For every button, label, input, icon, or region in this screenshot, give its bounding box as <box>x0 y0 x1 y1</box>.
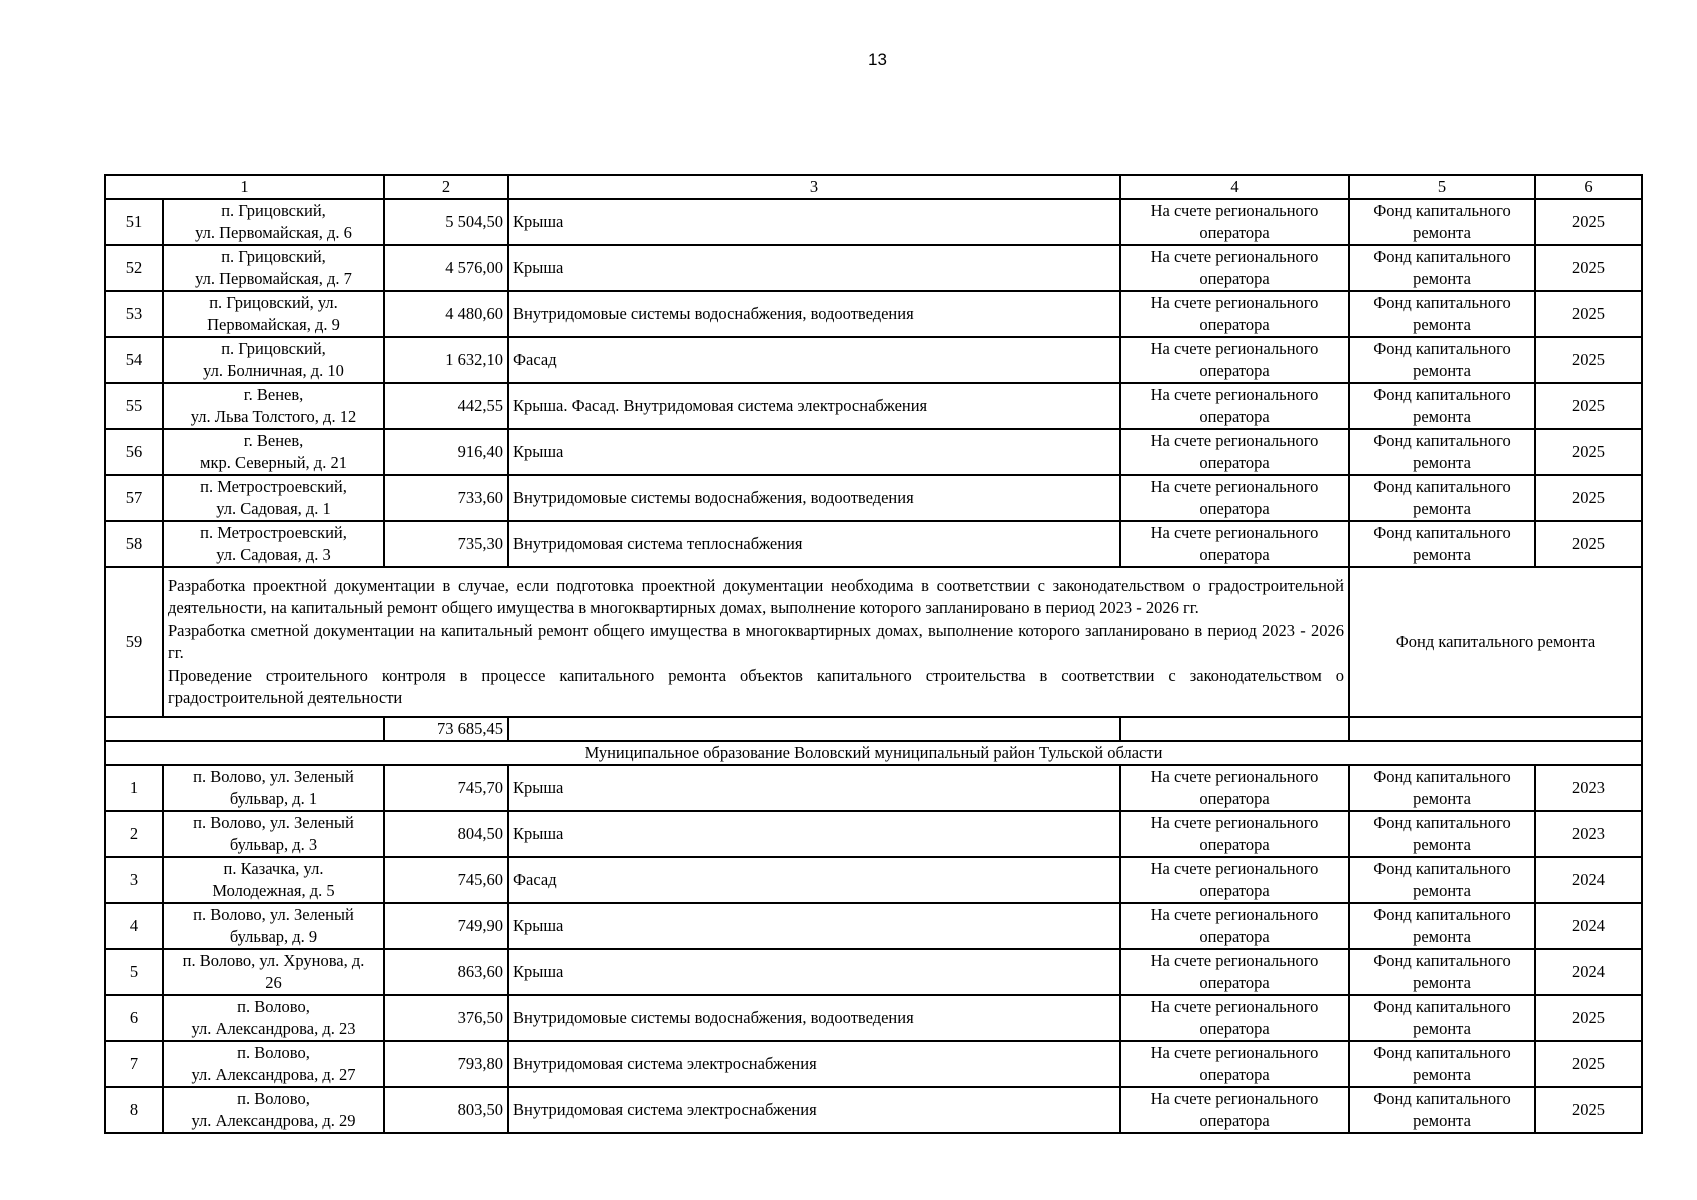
source-cell <box>1349 995 1535 1041</box>
account-cell-line: оператора <box>1199 453 1270 472</box>
address-cell <box>163 765 384 811</box>
source-cell-line: Фонд капитального <box>1373 477 1511 496</box>
address-cell <box>163 291 384 337</box>
row-number: 1 <box>105 765 163 811</box>
address-cell-line: п. Волово, ул. Зеленый <box>193 813 354 832</box>
table-row <box>105 811 1642 857</box>
account-cell-line: оператора <box>1199 223 1270 242</box>
table-row <box>105 1041 1642 1087</box>
account-cell-line: оператора <box>1199 545 1270 564</box>
area-cell: 745,60 <box>384 857 508 903</box>
table-row <box>105 291 1642 337</box>
year-cell: 2024 <box>1535 903 1642 949</box>
source-cell-line: ремонта <box>1413 1065 1471 1084</box>
source-cell <box>1349 521 1535 567</box>
source-cell-line: Фонд капитального <box>1373 385 1511 404</box>
area-cell: 735,30 <box>384 521 508 567</box>
address-cell-line: п. Метростроевский, <box>200 477 347 496</box>
address-cell-line: ул. Садовая, д. 1 <box>216 499 331 518</box>
source-cell-line: ремонта <box>1413 223 1471 242</box>
row-number: 5 <box>105 949 163 995</box>
row-number: 55 <box>105 383 163 429</box>
account-cell-line: оператора <box>1199 315 1270 334</box>
empty-cell <box>105 717 384 741</box>
area-cell: 376,50 <box>384 995 508 1041</box>
account-cell-line: На счете регионального <box>1150 859 1319 878</box>
address-cell-line: п. Волово, <box>237 1089 310 1108</box>
address-cell-line: п. Казачка, ул. <box>223 859 324 878</box>
year-cell: 2025 <box>1535 199 1642 245</box>
source-cell-line: Фонд капитального <box>1373 431 1511 450</box>
works-cell: Внутридомовая система электроснабжения <box>508 1041 1120 1087</box>
table-row-design-works <box>105 567 1642 717</box>
area-cell: 4 576,00 <box>384 245 508 291</box>
address-cell <box>163 903 384 949</box>
source-cell-line: ремонта <box>1413 881 1471 900</box>
source-cell-line: Фонд капитального <box>1373 293 1511 312</box>
row-number: 58 <box>105 521 163 567</box>
description-paragraph: Разработка проектной документации в случае, если подготовка проектной документации необходима в соответствии с законодательством о градостроительной деятельности, на капитальный ремонт общего имущества в многоквартирных домах, выполнение которого запланировано в период 2023 - 2026 гг. <box>168 575 1344 617</box>
table-row <box>105 521 1642 567</box>
total-row <box>105 717 1642 741</box>
source-cell-line: ремонта <box>1413 545 1471 564</box>
table-row <box>105 765 1642 811</box>
account-cell-line: На счете регионального <box>1150 1089 1319 1108</box>
source-cell-line: Фонд капитального <box>1373 1089 1511 1108</box>
address-cell <box>163 521 384 567</box>
empty-cell <box>1120 717 1349 741</box>
capital-repair-table <box>104 174 1643 1134</box>
header-cell: 3 <box>508 175 1120 199</box>
address-cell-line: г. Венев, <box>243 385 304 404</box>
source-cell-line: ремонта <box>1413 973 1471 992</box>
table-row <box>105 1087 1642 1133</box>
source-cell-line: ремонта <box>1413 1111 1471 1130</box>
header-cell: 4 <box>1120 175 1349 199</box>
row-number: 56 <box>105 429 163 475</box>
source-cell-line: ремонта <box>1413 789 1471 808</box>
source-cell-line: ремонта <box>1413 453 1471 472</box>
area-cell: 804,50 <box>384 811 508 857</box>
source-cell-line: Фонд капитального <box>1373 951 1511 970</box>
table-row <box>105 429 1642 475</box>
address-cell-line: п. Грицовский, <box>221 201 326 220</box>
account-cell <box>1120 811 1349 857</box>
address-cell-line: п. Метростроевский, <box>200 523 347 542</box>
source-cell-line: Фонд капитального <box>1373 767 1511 786</box>
address-cell-line: ул. Льва Толстого, д. 12 <box>190 407 357 426</box>
works-cell: Фасад <box>508 337 1120 383</box>
address-cell-line: г. Венев, <box>243 431 304 450</box>
address-cell-line: ул. Первомайская, д. 7 <box>195 269 352 288</box>
works-cell: Внутридомовые системы водоснабжения, водоотведения <box>508 995 1120 1041</box>
works-cell: Внутридомовые системы водоснабжения, водоотведения <box>508 291 1120 337</box>
table-row <box>105 903 1642 949</box>
address-cell-line: п. Грицовский, ул. <box>209 293 338 312</box>
account-cell-line: оператора <box>1199 499 1270 518</box>
area-cell: 863,60 <box>384 949 508 995</box>
address-cell-line: п. Волово, ул. Зеленый <box>193 905 354 924</box>
source-cell-line: ремонта <box>1413 1019 1471 1038</box>
works-cell: Внутридомовая система теплоснабжения <box>508 521 1120 567</box>
header-row <box>105 175 1642 199</box>
row-number: 59 <box>105 567 163 717</box>
account-cell <box>1120 1041 1349 1087</box>
works-cell: Крыша <box>508 765 1120 811</box>
account-cell <box>1120 291 1349 337</box>
account-cell-line: оператора <box>1199 1065 1270 1084</box>
address-cell-line: мкр. Северный, д. 21 <box>200 453 347 472</box>
address-cell <box>163 429 384 475</box>
source-cell-line: ремонта <box>1413 927 1471 946</box>
row-number: 53 <box>105 291 163 337</box>
account-cell-line: На счете регионального <box>1150 431 1319 450</box>
address-cell <box>163 475 384 521</box>
total-area: 73 685,45 <box>384 717 508 741</box>
address-cell <box>163 383 384 429</box>
account-cell-line: На счете регионального <box>1150 813 1319 832</box>
account-cell <box>1120 429 1349 475</box>
row-number: 2 <box>105 811 163 857</box>
source-cell-line: Фонд капитального <box>1373 859 1511 878</box>
address-cell-line: бульвар, д. 3 <box>229 835 318 854</box>
source-cell <box>1349 245 1535 291</box>
year-cell: 2025 <box>1535 995 1642 1041</box>
account-cell-line: оператора <box>1199 789 1270 808</box>
source-cell <box>1349 337 1535 383</box>
area-cell: 1 632,10 <box>384 337 508 383</box>
source-cell-line: Фонд капитального <box>1373 997 1511 1016</box>
year-cell: 2025 <box>1535 521 1642 567</box>
address-cell-line: ул. Садовая, д. 3 <box>216 545 331 564</box>
account-cell-line: На счете регионального <box>1150 997 1319 1016</box>
source-cell: Фонд капитального ремонта <box>1349 567 1642 717</box>
works-cell: Внутридомовые системы водоснабжения, водоотведения <box>508 475 1120 521</box>
account-cell-line: оператора <box>1199 881 1270 900</box>
account-cell <box>1120 383 1349 429</box>
source-cell-line: ремонта <box>1413 835 1471 854</box>
area-cell: 916,40 <box>384 429 508 475</box>
row-number: 8 <box>105 1087 163 1133</box>
year-cell: 2024 <box>1535 857 1642 903</box>
row-number: 6 <box>105 995 163 1041</box>
works-cell: Крыша <box>508 199 1120 245</box>
row-number: 52 <box>105 245 163 291</box>
row-number: 3 <box>105 857 163 903</box>
address-cell-line: бульвар, д. 9 <box>229 927 318 946</box>
source-cell-line: ремонта <box>1413 361 1471 380</box>
source-cell-line: Фонд капитального <box>1373 905 1511 924</box>
empty-cell <box>1349 717 1642 741</box>
row-number: 51 <box>105 199 163 245</box>
account-cell-line: На счете регионального <box>1150 201 1319 220</box>
row-number: 54 <box>105 337 163 383</box>
works-cell: Крыша. Фасад. Внутридомовая система электроснабжения <box>508 383 1120 429</box>
address-cell-line: Молодежная, д. 5 <box>212 881 335 900</box>
account-cell <box>1120 949 1349 995</box>
table-row <box>105 949 1642 995</box>
works-cell: Крыша <box>508 429 1120 475</box>
year-cell: 2025 <box>1535 291 1642 337</box>
address-cell-line: Первомайская, д. 9 <box>207 315 340 334</box>
row-number: 4 <box>105 903 163 949</box>
works-cell: Крыша <box>508 903 1120 949</box>
year-cell: 2025 <box>1535 337 1642 383</box>
address-cell <box>163 1041 384 1087</box>
source-cell-line: ремонта <box>1413 499 1471 518</box>
source-cell-line: ремонта <box>1413 269 1471 288</box>
source-cell <box>1349 903 1535 949</box>
area-cell: 442,55 <box>384 383 508 429</box>
source-cell <box>1349 857 1535 903</box>
source-cell-line: Фонд капитального <box>1373 201 1511 220</box>
account-cell <box>1120 475 1349 521</box>
area-cell: 5 504,50 <box>384 199 508 245</box>
source-cell <box>1349 765 1535 811</box>
table-row <box>105 995 1642 1041</box>
area-cell: 4 480,60 <box>384 291 508 337</box>
account-cell-line: На счете регионального <box>1150 951 1319 970</box>
account-cell-line: оператора <box>1199 361 1270 380</box>
address-cell-line: ул. Александрова, д. 23 <box>191 1019 356 1038</box>
year-cell: 2025 <box>1535 1041 1642 1087</box>
account-cell-line: На счете регионального <box>1150 293 1319 312</box>
header-cell: 5 <box>1349 175 1535 199</box>
design-works-description <box>163 567 1349 717</box>
address-cell-line: п. Волово, ул. Зеленый <box>193 767 354 786</box>
row-number: 7 <box>105 1041 163 1087</box>
address-cell-line: п. Грицовский, <box>221 339 326 358</box>
area-cell: 803,50 <box>384 1087 508 1133</box>
account-cell <box>1120 765 1349 811</box>
table-row <box>105 475 1642 521</box>
header-cell: 2 <box>384 175 508 199</box>
source-cell-line: ремонта <box>1413 407 1471 426</box>
account-cell-line: оператора <box>1199 269 1270 288</box>
source-cell-line: Фонд капитального <box>1373 339 1511 358</box>
account-cell <box>1120 857 1349 903</box>
address-cell-line: ул. Александрова, д. 29 <box>191 1111 356 1130</box>
account-cell-line: На счете регионального <box>1150 523 1319 542</box>
year-cell: 2023 <box>1535 811 1642 857</box>
area-cell: 793,80 <box>384 1041 508 1087</box>
address-cell <box>163 811 384 857</box>
address-cell <box>163 245 384 291</box>
account-cell-line: На счете регионального <box>1150 385 1319 404</box>
account-cell <box>1120 1087 1349 1133</box>
area-cell: 749,90 <box>384 903 508 949</box>
table-row <box>105 337 1642 383</box>
area-cell: 745,70 <box>384 765 508 811</box>
source-cell <box>1349 199 1535 245</box>
section-title: Муниципальное образование Воловский муниципальный район Тульской области <box>105 741 1642 765</box>
year-cell: 2025 <box>1535 429 1642 475</box>
account-cell-line: На счете регионального <box>1150 1043 1319 1062</box>
empty-cell <box>508 717 1120 741</box>
year-cell: 2023 <box>1535 765 1642 811</box>
account-cell-line: оператора <box>1199 407 1270 426</box>
source-cell-line: ремонта <box>1413 315 1471 334</box>
account-cell-line: На счете регионального <box>1150 339 1319 358</box>
source-cell <box>1349 1087 1535 1133</box>
works-cell: Крыша <box>508 811 1120 857</box>
address-cell <box>163 199 384 245</box>
source-cell-line: Фонд капитального <box>1373 813 1511 832</box>
source-cell <box>1349 475 1535 521</box>
address-cell-line: ул. Александрова, д. 27 <box>191 1065 356 1084</box>
account-cell <box>1120 199 1349 245</box>
address-cell-line: ул. Болничная, д. 10 <box>203 361 344 380</box>
address-cell-line: 26 <box>265 973 282 992</box>
account-cell <box>1120 245 1349 291</box>
table-row <box>105 857 1642 903</box>
year-cell: 2025 <box>1535 1087 1642 1133</box>
address-cell-line: бульвар, д. 1 <box>229 789 318 808</box>
account-cell-line: На счете регионального <box>1150 767 1319 786</box>
table-row <box>105 383 1642 429</box>
year-cell: 2025 <box>1535 475 1642 521</box>
year-cell: 2024 <box>1535 949 1642 995</box>
source-cell <box>1349 383 1535 429</box>
account-cell-line: На счете регионального <box>1150 905 1319 924</box>
table-row <box>105 199 1642 245</box>
account-cell-line: оператора <box>1199 973 1270 992</box>
address-cell-line: ул. Первомайская, д. 6 <box>195 223 352 242</box>
works-cell: Крыша <box>508 245 1120 291</box>
account-cell <box>1120 903 1349 949</box>
works-cell: Фасад <box>508 857 1120 903</box>
source-cell <box>1349 811 1535 857</box>
account-cell <box>1120 995 1349 1041</box>
address-cell <box>163 337 384 383</box>
page-number: 13 <box>868 50 887 69</box>
source-cell <box>1349 1041 1535 1087</box>
account-cell <box>1120 521 1349 567</box>
source-cell-line: Фонд капитального <box>1373 523 1511 542</box>
address-cell-line: п. Грицовский, <box>221 247 326 266</box>
account-cell-line: На счете регионального <box>1150 247 1319 266</box>
source-cell <box>1349 949 1535 995</box>
section-header-row <box>105 741 1642 765</box>
account-cell-line: оператора <box>1199 927 1270 946</box>
account-cell-line: оператора <box>1199 1111 1270 1130</box>
account-cell-line: На счете регионального <box>1150 477 1319 496</box>
area-cell: 733,60 <box>384 475 508 521</box>
address-cell <box>163 949 384 995</box>
account-cell <box>1120 337 1349 383</box>
source-cell <box>1349 291 1535 337</box>
address-cell <box>163 857 384 903</box>
year-cell: 2025 <box>1535 383 1642 429</box>
row-number: 57 <box>105 475 163 521</box>
source-cell-line: Фонд капитального <box>1373 1043 1511 1062</box>
address-cell-line: п. Волово, <box>237 997 310 1016</box>
year-cell: 2025 <box>1535 245 1642 291</box>
source-cell <box>1349 429 1535 475</box>
works-cell: Крыша <box>508 949 1120 995</box>
account-cell-line: оператора <box>1199 1019 1270 1038</box>
address-cell <box>163 1087 384 1133</box>
header-cell: 6 <box>1535 175 1642 199</box>
header-cell: 1 <box>105 175 384 199</box>
address-cell-line: п. Волово, <box>237 1043 310 1062</box>
account-cell-line: оператора <box>1199 835 1270 854</box>
description-paragraph: Разработка сметной документации на капитальный ремонт общего имущества в многоквартирных домах, выполнение которого запланировано в период 2023 - 2026 гг. <box>168 620 1344 662</box>
description-paragraph: Проведение строительного контроля в процессе капитального ремонта объектов капитального строительства в соответствии с законодательством о градостроительной деятельности <box>168 665 1344 707</box>
table-row <box>105 245 1642 291</box>
source-cell-line: Фонд капитального <box>1373 247 1511 266</box>
address-cell <box>163 995 384 1041</box>
address-cell-line: п. Волово, ул. Хрунова, д. <box>182 951 365 970</box>
works-cell: Внутридомовая система электроснабжения <box>508 1087 1120 1133</box>
